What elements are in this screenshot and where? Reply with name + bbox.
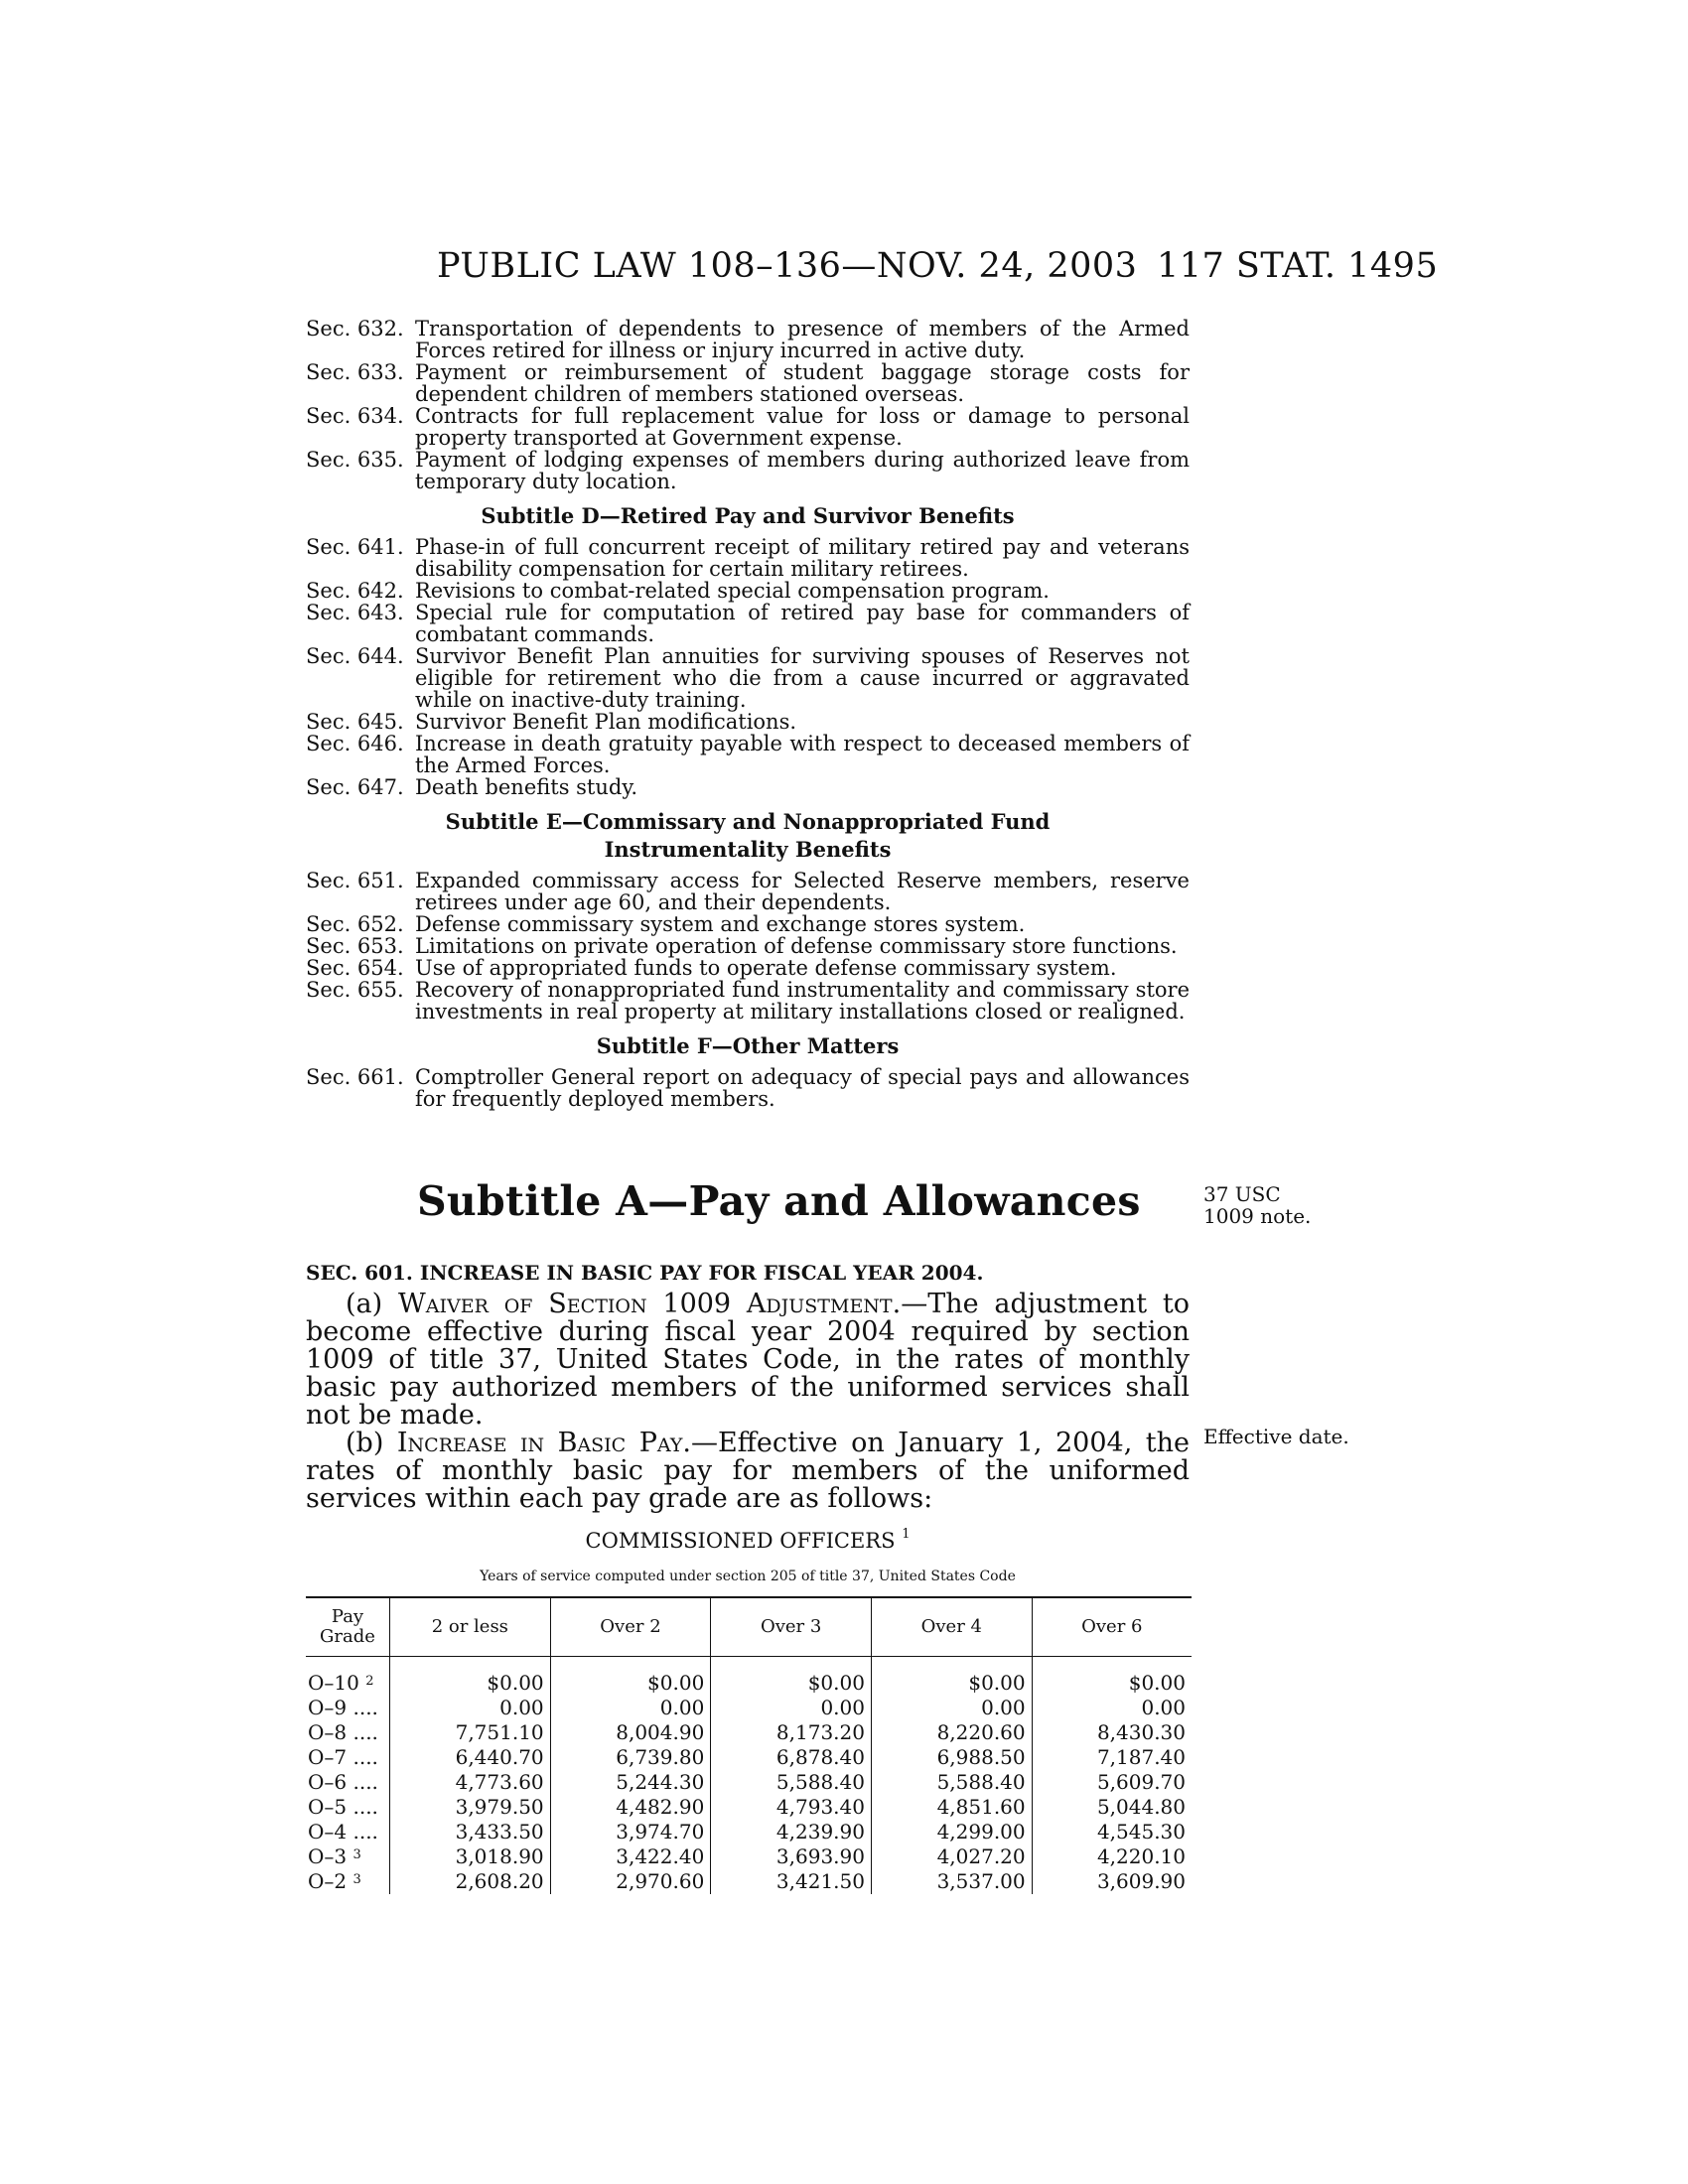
pay-value-cell: 7,751.10 bbox=[390, 1720, 551, 1745]
toc-section-title: Increase in death gratuity payable with respect to deceased members of the Armed Forces. bbox=[415, 732, 1190, 777]
pay-value-cell: 5,588.40 bbox=[711, 1770, 872, 1795]
toc-entry bbox=[306, 361, 1190, 405]
table-row bbox=[306, 1844, 1192, 1869]
table-of-contents bbox=[306, 318, 1190, 1110]
toc-section-number: Sec. 654. bbox=[306, 956, 404, 980]
pay-table bbox=[306, 1596, 1192, 1894]
toc-section-title: Payment or reimbursement of student baggage storage costs for dependent children of members stationed overseas. bbox=[415, 360, 1190, 406]
pay-value-cell: $0.00 bbox=[1032, 1671, 1192, 1696]
pay-value-cell: 7,187.40 bbox=[1032, 1745, 1192, 1770]
toc-entry bbox=[306, 711, 1190, 733]
toc-group-f bbox=[306, 1066, 1190, 1110]
pay-value-cell: 3,537.00 bbox=[871, 1869, 1032, 1894]
pay-grade-label: O–5 .... bbox=[308, 1795, 378, 1819]
pay-grade-cell bbox=[306, 1696, 390, 1720]
toc-section-number: Sec. 635. bbox=[306, 448, 404, 472]
spacer-cell bbox=[390, 1657, 551, 1672]
pay-grade-cell bbox=[306, 1869, 390, 1894]
pay-value-cell: 6,878.40 bbox=[711, 1745, 872, 1770]
column-header: Over 3 bbox=[711, 1597, 872, 1657]
toc-entry bbox=[306, 580, 1190, 602]
column-header: 2 or less bbox=[390, 1597, 551, 1657]
toc-section-title: Recovery of nonappropriated fund instrumentality and commissary store investments in real property at military installations closed or realigned. bbox=[415, 978, 1190, 1024]
running-header-stat: 117 STAT. 1495 bbox=[1157, 246, 1439, 286]
pay-grade-label: O–9 .... bbox=[308, 1696, 378, 1719]
toc-group-e bbox=[306, 870, 1190, 1023]
toc-section-title: Survivor Benefit Plan annuities for surviving spouses of Reserves not eligible for retirement who die from a cause incurred or aggravated while on inactive-duty training. bbox=[415, 644, 1190, 712]
table-row bbox=[306, 1770, 1192, 1795]
toc-entry bbox=[306, 776, 1190, 798]
pay-value-cell: 6,988.50 bbox=[871, 1745, 1032, 1770]
spacer-cell bbox=[306, 1657, 390, 1672]
pay-value-cell: $0.00 bbox=[871, 1671, 1032, 1696]
paragraph-b-text: —Effective on January 1, 2004, the rates of monthly basic pay for members of the uniformed services within each pay grade are as follows: bbox=[306, 1428, 1191, 1514]
toc-entry bbox=[306, 935, 1190, 957]
toc-section-number: Sec. 645. bbox=[306, 710, 404, 734]
pay-value-cell: 2,970.60 bbox=[550, 1869, 711, 1894]
table-row bbox=[306, 1671, 1192, 1696]
toc-heading-subtitle-d: Subtitle D—Retired Pay and Survivor Benefits bbox=[481, 503, 1015, 528]
toc-section-number: Sec. 647. bbox=[306, 775, 404, 799]
pay-value-cell: 4,220.10 bbox=[1032, 1844, 1192, 1869]
table-row bbox=[306, 1696, 1192, 1720]
pay-value-cell: 4,773.60 bbox=[390, 1770, 551, 1795]
pay-value-cell: 8,220.60 bbox=[871, 1720, 1032, 1745]
toc-section-title: Use of appropriated funds to operate defense commissary system. bbox=[415, 956, 1117, 980]
pay-grade-label: O–10 bbox=[308, 1671, 359, 1695]
pay-value-cell: 3,018.90 bbox=[390, 1844, 551, 1869]
toc-heading-subtitle-f: Subtitle F—Other Matters bbox=[596, 1033, 900, 1058]
toc-entry bbox=[306, 449, 1190, 492]
toc-section-title: Special rule for computation of retired pay base for commanders of combatant commands. bbox=[415, 601, 1190, 646]
pay-value-cell: $0.00 bbox=[390, 1671, 551, 1696]
body-paragraphs bbox=[306, 1291, 1190, 1513]
toc-section-number: Sec. 651. bbox=[306, 869, 404, 892]
margin-note-usc: 37 USC 1009 note. bbox=[1203, 1182, 1312, 1228]
toc-section-title: Phase-in of full concurrent receipt of military retired pay and veterans disability compensation for certain military retirees. bbox=[415, 535, 1190, 581]
toc-section-title: Payment of lodging expenses of members during authorized leave from temporary duty location. bbox=[415, 448, 1190, 493]
pay-value-cell: 3,433.50 bbox=[390, 1820, 551, 1844]
subtitle-a-heading: Subtitle A—Pay and Allowances bbox=[417, 1177, 1141, 1225]
pay-grade-label: O–3 bbox=[308, 1844, 348, 1868]
toc-entry bbox=[306, 645, 1190, 711]
toc-section-number: Sec. 655. bbox=[306, 978, 404, 1002]
pay-value-cell: 0.00 bbox=[390, 1696, 551, 1720]
toc-entry bbox=[306, 1066, 1190, 1110]
toc-entry bbox=[306, 913, 1190, 935]
pay-grade-cell bbox=[306, 1745, 390, 1770]
pay-value-cell: 8,004.90 bbox=[550, 1720, 711, 1745]
spacer-cell bbox=[1032, 1657, 1192, 1672]
pay-value-cell: 8,173.20 bbox=[711, 1720, 872, 1745]
section-heading: SEC. 601. INCREASE IN BASIC PAY FOR FISCAL YEAR 2004. bbox=[306, 1261, 984, 1285]
pay-grade-cell bbox=[306, 1820, 390, 1844]
pay-value-cell: 0.00 bbox=[550, 1696, 711, 1720]
toc-section-number: Sec. 632. bbox=[306, 317, 404, 341]
toc-entry bbox=[306, 602, 1190, 645]
column-header: Over 6 bbox=[1032, 1597, 1192, 1657]
toc-section-number: Sec. 652. bbox=[306, 912, 404, 936]
toc-section-title: Death benefits study. bbox=[415, 775, 638, 799]
pay-grade-footnote: 3 bbox=[352, 1847, 361, 1862]
pay-value-cell: 4,482.90 bbox=[550, 1795, 711, 1820]
pay-value-cell: 5,609.70 bbox=[1032, 1770, 1192, 1795]
pay-table-header-row bbox=[306, 1597, 1192, 1657]
table-spacer-row bbox=[306, 1657, 1192, 1672]
toc-section-title: Survivor Benefit Plan modifications. bbox=[415, 710, 797, 734]
pay-grade-label: O–2 bbox=[308, 1869, 348, 1893]
pay-value-cell: 6,440.70 bbox=[390, 1745, 551, 1770]
pay-value-cell: 3,974.70 bbox=[550, 1820, 711, 1844]
spacer-cell bbox=[871, 1657, 1032, 1672]
pay-value-cell: 5,044.80 bbox=[1032, 1795, 1192, 1820]
table-subtitle: Years of service computed under section 205 of title 37, United States Code bbox=[480, 1569, 1016, 1584]
toc-section-number: Sec. 633. bbox=[306, 360, 404, 384]
pay-value-cell: 3,421.50 bbox=[711, 1869, 872, 1894]
column-header: Over 2 bbox=[550, 1597, 711, 1657]
pay-value-cell: 4,027.20 bbox=[871, 1844, 1032, 1869]
toc-group-c bbox=[306, 318, 1190, 492]
pay-grade-footnote: 3 bbox=[352, 1872, 361, 1887]
pay-value-cell: 4,851.60 bbox=[871, 1795, 1032, 1820]
table-row bbox=[306, 1820, 1192, 1844]
margin-note-effective-date: Effective date. bbox=[1203, 1425, 1349, 1448]
pay-grade-label: O–7 .... bbox=[308, 1745, 378, 1769]
pay-value-cell: 0.00 bbox=[1032, 1696, 1192, 1720]
toc-section-title: Defense commissary system and exchange stores system. bbox=[415, 912, 1026, 936]
toc-section-title: Comptroller General report on adequacy of special pays and allowances for frequently deployed members. bbox=[415, 1065, 1190, 1111]
paragraph-a-label: (a) bbox=[346, 1289, 398, 1319]
paragraph-b-caption: Increase in Basic Pay. bbox=[396, 1428, 691, 1458]
pay-value-cell: 0.00 bbox=[871, 1696, 1032, 1720]
toc-section-number: Sec. 661. bbox=[306, 1065, 404, 1089]
spacer-cell bbox=[711, 1657, 872, 1672]
pay-value-cell: 8,430.30 bbox=[1032, 1720, 1192, 1745]
pay-grade-cell bbox=[306, 1671, 390, 1696]
toc-section-number: Sec. 653. bbox=[306, 934, 404, 958]
toc-section-number: Sec. 643. bbox=[306, 601, 404, 624]
running-header-title: PUBLIC LAW 108–136—NOV. 24, 2003 bbox=[437, 246, 1138, 286]
pay-grade-label: O–6 .... bbox=[308, 1770, 378, 1794]
pay-value-cell: 5,588.40 bbox=[871, 1770, 1032, 1795]
pay-grade-cell bbox=[306, 1720, 390, 1745]
toc-entry bbox=[306, 318, 1190, 361]
paragraph-a-text: —The adjustment to become effective during fiscal year 2004 required by section 1009 of title 37, United States Code, in the rates of monthly basic pay authorized members of the uniformed services shall not be made. bbox=[306, 1289, 1191, 1431]
pay-value-cell: 2,608.20 bbox=[390, 1869, 551, 1894]
toc-section-title: Transportation of dependents to presence of members of the Armed Forces retired for illness or injury incurred in active duty. bbox=[415, 317, 1190, 362]
pay-grade-label: O–4 .... bbox=[308, 1820, 378, 1843]
paragraph-a-caption: Waiver of Section 1009 Adjustment. bbox=[398, 1289, 902, 1319]
pay-value-cell: 3,693.90 bbox=[711, 1844, 872, 1869]
paragraph-a bbox=[306, 1291, 1190, 1430]
pay-grade-footnote: 2 bbox=[365, 1674, 374, 1689]
table-row bbox=[306, 1869, 1192, 1894]
toc-section-title: Limitations on private operation of defense commissary store functions. bbox=[415, 934, 1178, 958]
toc-heading-subtitle-e: Subtitle E—Commissary and Nonappropriated Fund Instrumentality Benefits bbox=[445, 809, 1051, 862]
toc-group-d bbox=[306, 536, 1190, 798]
spacer-cell bbox=[550, 1657, 711, 1672]
pay-value-cell: 4,239.90 bbox=[711, 1820, 872, 1844]
table-row bbox=[306, 1720, 1192, 1745]
toc-entry bbox=[306, 870, 1190, 913]
pay-grade-cell bbox=[306, 1795, 390, 1820]
toc-section-number: Sec. 642. bbox=[306, 579, 404, 603]
toc-entry bbox=[306, 733, 1190, 776]
pay-value-cell: 4,793.40 bbox=[711, 1795, 872, 1820]
pay-grade-label: O–8 .... bbox=[308, 1720, 378, 1744]
pay-value-cell: 3,979.50 bbox=[390, 1795, 551, 1820]
pay-value-cell: 4,299.00 bbox=[871, 1820, 1032, 1844]
pay-value-cell: $0.00 bbox=[550, 1671, 711, 1696]
table-row bbox=[306, 1795, 1192, 1820]
pay-value-cell: 0.00 bbox=[711, 1696, 872, 1720]
toc-section-title: Revisions to combat-related special compensation program. bbox=[415, 579, 1050, 603]
pay-grade-cell bbox=[306, 1770, 390, 1795]
pay-value-cell: 5,244.30 bbox=[550, 1770, 711, 1795]
toc-entry bbox=[306, 979, 1190, 1023]
toc-section-number: Sec. 634. bbox=[306, 404, 404, 428]
toc-section-number: Sec. 641. bbox=[306, 535, 404, 559]
paragraph-b bbox=[306, 1430, 1190, 1513]
pay-table-body bbox=[306, 1657, 1192, 1895]
toc-entry bbox=[306, 536, 1190, 580]
pay-value-cell: 4,545.30 bbox=[1032, 1820, 1192, 1844]
table-title bbox=[306, 1529, 1190, 1553]
toc-section-title: Expanded commissary access for Selected Reserve members, reserve retirees under age 60, and their dependents. bbox=[415, 869, 1190, 914]
toc-entry bbox=[306, 405, 1190, 449]
paragraph-b-label: (b) bbox=[346, 1428, 397, 1458]
table-title-footnote: 1 bbox=[902, 1527, 911, 1542]
pay-value-cell: 3,422.40 bbox=[550, 1844, 711, 1869]
toc-entry bbox=[306, 957, 1190, 979]
column-header: Over 4 bbox=[871, 1597, 1032, 1657]
pay-grade-cell bbox=[306, 1844, 390, 1869]
toc-section-number: Sec. 644. bbox=[306, 644, 404, 668]
pay-value-cell: 6,739.80 bbox=[550, 1745, 711, 1770]
toc-section-title: Contracts for full replacement value for loss or damage to personal property transported at Government expense. bbox=[415, 404, 1190, 450]
table-row bbox=[306, 1745, 1192, 1770]
toc-section-number: Sec. 646. bbox=[306, 732, 404, 755]
column-header: Pay Grade bbox=[306, 1597, 390, 1657]
pay-value-cell: 3,609.90 bbox=[1032, 1869, 1192, 1894]
pay-value-cell: $0.00 bbox=[711, 1671, 872, 1696]
table-title-text: COMMISSIONED OFFICERS bbox=[585, 1529, 896, 1553]
